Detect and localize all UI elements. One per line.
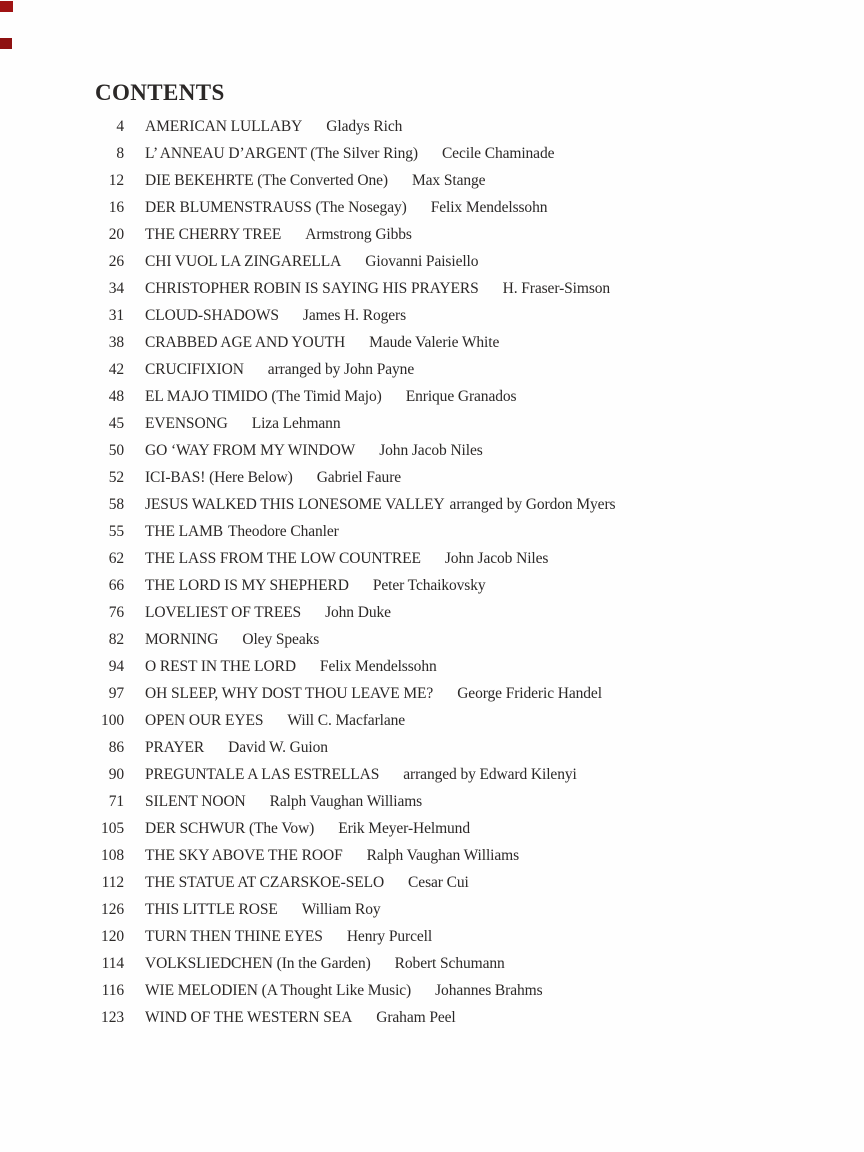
- toc-entry: [0, 518, 864, 545]
- toc-composer: arranged by Gordon Myers: [449, 496, 616, 513]
- toc-title: LOVELIEST OF TREES: [145, 604, 302, 621]
- toc-entry-text: [145, 680, 602, 707]
- toc-entry-text: [145, 1004, 456, 1031]
- toc-entry: [0, 761, 864, 788]
- toc-entry-text: [145, 599, 391, 626]
- toc-composer: Maude Valerie White: [369, 334, 500, 351]
- toc-entry: [0, 113, 864, 140]
- toc-composer: Armstrong Gibbs: [305, 226, 412, 243]
- toc-entry-text: [145, 761, 577, 788]
- toc-entry: [0, 734, 864, 761]
- toc-entry-text: [145, 464, 401, 491]
- toc-composer: arranged by John Payne: [267, 361, 415, 378]
- toc-title: JESUS WALKED THIS LONESOME VALLEY: [145, 496, 445, 513]
- toc-composer: William Roy: [301, 901, 381, 918]
- toc-entry: [0, 194, 864, 221]
- toc-page-number: 38: [108, 334, 124, 351]
- toc-entry-text: [145, 734, 328, 761]
- toc-title: PREGUNTALE A LAS ESTRELLAS: [145, 766, 380, 783]
- toc-entry: [0, 788, 864, 815]
- toc-title: GO ‘WAY FROM MY WINDOW: [145, 442, 356, 459]
- toc-entry: [0, 464, 864, 491]
- toc-page-number: 126: [101, 901, 124, 918]
- red-edge-mark-top: [0, 1, 13, 12]
- toc-page-number: 97: [108, 685, 124, 702]
- toc-composer: Henry Purcell: [346, 928, 433, 945]
- toc-page-number: 12: [108, 172, 124, 189]
- toc-title: CLOUD-SHADOWS: [145, 307, 279, 324]
- toc-title: CHRISTOPHER ROBIN IS SAYING HIS PRAYERS: [145, 280, 479, 297]
- toc-entry: [0, 383, 864, 410]
- toc-entry: [0, 329, 864, 356]
- toc-title: ICI-BAS! (Here Below): [145, 469, 293, 486]
- toc-title: CRUCIFIXION: [145, 361, 244, 378]
- toc-page-number: 114: [101, 955, 124, 972]
- toc-entry-text: [145, 923, 432, 950]
- toc-entry: [0, 491, 864, 518]
- toc-title: OPEN OUR EYES: [145, 712, 264, 729]
- toc-entry-text: [145, 653, 437, 680]
- toc-entry-text: [145, 815, 470, 842]
- toc-title: DIE BEKEHRTE (The Converted One): [145, 172, 388, 189]
- toc-title: THE LASS FROM THE LOW COUNTREE: [145, 550, 421, 567]
- contents-list: [0, 113, 864, 1031]
- toc-entry-text: [145, 248, 478, 275]
- toc-page-number: 20: [108, 226, 124, 243]
- toc-composer: Gabriel Faure: [316, 469, 402, 486]
- toc-entry: [0, 167, 864, 194]
- toc-entry-text: [145, 707, 405, 734]
- toc-page-number: 116: [101, 982, 124, 999]
- toc-entry: [0, 302, 864, 329]
- toc-page-number: 94: [108, 658, 124, 675]
- toc-entry: [0, 842, 864, 869]
- toc-composer: Graham Peel: [376, 1009, 456, 1026]
- toc-composer: Erik Meyer-Helmund: [338, 820, 470, 837]
- toc-entry: [0, 356, 864, 383]
- toc-page-number: 4: [116, 118, 124, 135]
- toc-entry-text: [145, 896, 381, 923]
- toc-entry: [0, 680, 864, 707]
- toc-entry: [0, 410, 864, 437]
- toc-entry: [0, 1004, 864, 1031]
- toc-composer: Max Stange: [411, 172, 486, 189]
- toc-entry-text: [145, 275, 610, 302]
- toc-composer: Gladys Rich: [326, 118, 403, 135]
- toc-title: EVENSONG: [145, 415, 228, 432]
- toc-composer: Felix Mendelssohn: [430, 199, 548, 216]
- toc-composer: Will C. Macfarlane: [287, 712, 406, 729]
- toc-entry: [0, 437, 864, 464]
- toc-title: THE SKY ABOVE THE ROOF: [145, 847, 343, 864]
- toc-composer: H. Fraser-Simson: [502, 280, 611, 297]
- toc-composer: Cesar Cui: [408, 874, 469, 891]
- toc-page-number: 112: [101, 874, 124, 891]
- toc-page-number: 108: [101, 847, 124, 864]
- toc-title: EL MAJO TIMIDO (The Timid Majo): [145, 388, 382, 405]
- toc-title: THE STATUE AT CZARSKOE-SELO: [145, 874, 385, 891]
- toc-entry-text: [145, 788, 422, 815]
- toc-entry-text: [145, 410, 340, 437]
- toc-composer: Liza Lehmann: [251, 415, 341, 432]
- toc-title: THE LORD IS MY SHEPHERD: [145, 577, 349, 594]
- toc-composer: Peter Tchaikovsky: [372, 577, 486, 594]
- toc-page-number: 8: [116, 145, 124, 162]
- toc-title: O REST IN THE LORD: [145, 658, 296, 675]
- toc-entry-text: [145, 356, 414, 383]
- toc-title: THE CHERRY TREE: [145, 226, 282, 243]
- toc-entry-text: [145, 977, 543, 1004]
- toc-title: TURN THEN THINE EYES: [145, 928, 323, 945]
- toc-entry-text: [145, 950, 505, 977]
- toc-entry-text: [145, 437, 483, 464]
- toc-entry: [0, 707, 864, 734]
- toc-title: PRAYER: [145, 739, 205, 756]
- toc-entry: [0, 923, 864, 950]
- toc-title: CHI VUOL LA ZINGARELLA: [145, 253, 342, 270]
- toc-entry-text: [145, 842, 519, 869]
- toc-entry: [0, 221, 864, 248]
- toc-entry: [0, 140, 864, 167]
- toc-entry-text: [145, 491, 615, 518]
- red-edge-mark-lower: [0, 38, 12, 49]
- toc-entry-text: [145, 383, 516, 410]
- toc-title: OH SLEEP, WHY DOST THOU LEAVE ME?: [145, 685, 434, 702]
- toc-entry: [0, 248, 864, 275]
- toc-composer: Enrique Granados: [405, 388, 517, 405]
- toc-entry-text: [145, 518, 339, 545]
- toc-entry: [0, 275, 864, 302]
- toc-page-number: 45: [108, 415, 124, 432]
- toc-entry-text: [145, 302, 406, 329]
- toc-page-number: 76: [108, 604, 124, 621]
- toc-page-number: 82: [108, 631, 124, 648]
- toc-composer: Robert Schumann: [394, 955, 505, 972]
- toc-entry: [0, 653, 864, 680]
- toc-entry-text: [145, 869, 469, 896]
- toc-entry: [0, 896, 864, 923]
- toc-title: THIS LITTLE ROSE: [145, 901, 278, 918]
- toc-entry-text: [145, 545, 548, 572]
- toc-composer: James H. Rogers: [302, 307, 407, 324]
- toc-page-number: 123: [101, 1009, 124, 1026]
- toc-page-number: 90: [108, 766, 124, 783]
- toc-entry: [0, 815, 864, 842]
- contents-heading: CONTENTS: [95, 80, 225, 105]
- toc-title: AMERICAN LULLABY: [145, 118, 303, 135]
- toc-composer: Theodore Chanler: [228, 523, 339, 540]
- toc-composer: Ralph Vaughan Williams: [269, 793, 423, 810]
- toc-page-number: 66: [108, 577, 124, 594]
- toc-entry-text: [145, 626, 319, 653]
- toc-composer: David W. Guion: [228, 739, 328, 756]
- toc-page-number: 50: [108, 442, 124, 459]
- toc-page-number: 16: [108, 199, 124, 216]
- toc-composer: Johannes Brahms: [435, 982, 543, 999]
- toc-page-number: 100: [101, 712, 124, 729]
- toc-entry-text: [145, 167, 485, 194]
- toc-composer: John Jacob Niles: [379, 442, 483, 459]
- toc-entry-text: [145, 221, 412, 248]
- toc-composer: Giovanni Paisiello: [365, 253, 479, 270]
- toc-page-number: 120: [101, 928, 124, 945]
- toc-title: WIND OF THE WESTERN SEA: [145, 1009, 353, 1026]
- toc-page-number: 34: [108, 280, 124, 297]
- toc-title: L’ ANNEAU D’ARGENT (The Silver Ring): [145, 145, 418, 162]
- toc-page-number: 26: [108, 253, 124, 270]
- toc-composer: George Frideric Handel: [457, 685, 602, 702]
- toc-page-number: 105: [101, 820, 124, 837]
- toc-page-number: 31: [108, 307, 124, 324]
- toc-entry: [0, 572, 864, 599]
- toc-entry-text: [145, 113, 402, 140]
- toc-page-number: 86: [108, 739, 124, 756]
- toc-composer: Ralph Vaughan Williams: [366, 847, 520, 864]
- toc-title: VOLKSLIEDCHEN (In the Garden): [145, 955, 371, 972]
- toc-title: DER BLUMENSTRAUSS (The Nosegay): [145, 199, 407, 216]
- toc-entry-text: [145, 572, 486, 599]
- toc-page-number: 48: [108, 388, 124, 405]
- toc-page-number: 52: [108, 469, 124, 486]
- toc-composer: Oley Speaks: [242, 631, 320, 648]
- toc-entry: [0, 977, 864, 1004]
- toc-title: WIE MELODIEN (A Thought Like Music): [145, 982, 412, 999]
- toc-title: THE LAMB: [145, 523, 223, 540]
- toc-entry: [0, 626, 864, 653]
- toc-page-number: 58: [108, 496, 124, 513]
- toc-entry: [0, 869, 864, 896]
- toc-composer: Cecile Chaminade: [441, 145, 555, 162]
- toc-composer: Felix Mendelssohn: [319, 658, 437, 675]
- toc-title: CRABBED AGE AND YOUTH: [145, 334, 346, 351]
- toc-entry: [0, 599, 864, 626]
- toc-composer: John Jacob Niles: [444, 550, 549, 567]
- toc-title: SILENT NOON: [145, 793, 246, 810]
- toc-page-number: 55: [108, 523, 124, 540]
- toc-page-number: 62: [108, 550, 124, 567]
- toc-entry-text: [145, 194, 547, 221]
- toc-entry: [0, 545, 864, 572]
- toc-title: DER SCHWUR (The Vow): [145, 820, 315, 837]
- toc-page-number: 71: [108, 793, 124, 810]
- toc-composer: John Duke: [325, 604, 391, 621]
- toc-entry-text: [145, 329, 499, 356]
- toc-title: MORNING: [145, 631, 219, 648]
- toc-entry: [0, 950, 864, 977]
- toc-entry-text: [145, 140, 554, 167]
- toc-composer: arranged by Edward Kilenyi: [403, 766, 577, 783]
- toc-page-number: 42: [108, 361, 124, 378]
